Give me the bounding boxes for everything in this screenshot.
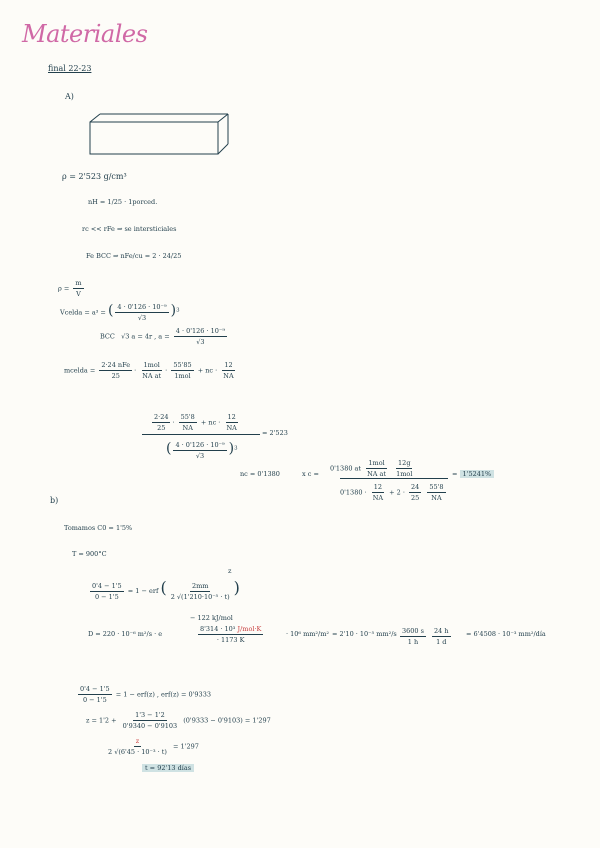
big-fraction-numerator: $\frac{2\cdot 24}{25}$ · $\frac{55'8}{NA}$ + nc · $\frac{12}{NA}$ (154, 413, 237, 432)
big-fraction-denominator: ( $\frac{\text{4 · 0'126 · 10⁻⁹}}{√3}$ )$^3$ (166, 440, 238, 460)
xc-numerator: 0'1380 at $\frac{\text{1mol}}{\text{NA at}}$ $\frac{12g}{\text{1mol}}$ (330, 459, 413, 478)
d-exponent-fraction: $\frac{\text{8'314 · 10³ J/mol·K}}{\cdot 1173 K}$ (200, 625, 262, 644)
mcelda-line: mcelda = $\frac{\text{2·24 nFe}}{25}$ · $\frac{\text{1mol}}{\text{NA at}}$ · $\frac{55'85}{\text{1mol}}$ + nc · $\frac{12}{NA}$ (64, 361, 234, 380)
cuboid-sketch (88, 110, 248, 160)
rho-definition: ρ = $\frac{m}{V}$ (58, 279, 82, 298)
d-coefficient-line: D = 220 · 10⁻⁶ m²/s · e (88, 630, 163, 638)
part-b-label: b) (50, 496, 59, 505)
xc-denominator: 0'1380 · $\frac{12}{NA}$ + 2 · $\frac{24}{25}$ $\frac{55'8}{NA}$ (340, 483, 444, 502)
erf-equation-1: $\frac{0'4 - 1'5}{0 - 1'5}$ = 1 − erf ( $\frac{2mm}{\text{2 √(1'210·10⁻⁵ · t)}}$ ) (92, 578, 240, 601)
fe-bcc-line: Fe BCC ⇒ nFe/cu = 2 · 24/25 (86, 252, 182, 260)
big-fraction-bar (142, 434, 260, 435)
rc-rfe-line: rc << rFe ⇒ se intersticiales (82, 225, 177, 233)
temperature-line: T = 900°C (72, 550, 107, 558)
z-final-equation: $\frac{z}{\text{2 √(6'45 · 10⁻³ · t)}}$ = 1'297 (108, 737, 199, 756)
bcc-relation: BCC √3 a = 4r , a = $\frac{\text{4 · 0'126 · 10⁻⁹}}{√3}$ (100, 327, 225, 346)
page-title: Materiales (22, 20, 148, 48)
part-a-label: A) (65, 92, 74, 101)
d-result: = 2'10 · 10⁻⁵ mm²/s (332, 630, 397, 638)
big-fraction-result: = 2'523 (262, 429, 288, 437)
z-interpolation: z = 1'2 + $\frac{1'3 - 1'2}{0'9340 - 0'9103}$ (0'9333 − 0'9103) = 1'297 (86, 711, 271, 730)
xc-result: = 1'5241% (452, 470, 494, 478)
d-conversion: · 10⁶ mm²/m² (286, 630, 329, 638)
t-result: t = 92'13 días (142, 764, 194, 772)
nc-value: nc = 0'1380 (240, 470, 280, 478)
erf-equation-2: $\frac{0'4 - 1'5}{0 - 1'5}$ = 1 − erf(z) , erf(z) = 0'9333 (80, 685, 211, 704)
vcelda-line: Vcelda = a³ = ( $\frac{\text{4 · 0'126 · 10⁻⁹}}{√3}$ )$^3$ (60, 302, 180, 322)
d-exponent-top: − 122 kJ/mol (190, 614, 233, 622)
d-final: = 6'4508 · 10⁻³ mm²/día (466, 630, 546, 638)
xc-lhs: x c = (302, 470, 319, 478)
nh-line: nH = 1/25 · 1porced. (88, 198, 158, 206)
exam-heading: final 22-23 (48, 64, 92, 73)
d-conversion-2: $\frac{3600 s}{1 h}$ $\frac{24 h}{1 d}$ (402, 627, 449, 646)
rho-line: ρ = 2'523 g/cm³ (62, 172, 127, 181)
erf-z-label: z (228, 567, 232, 575)
xc-fraction-bar (340, 478, 448, 479)
tomamos-line: Tomamos C0 = 1'5% (64, 524, 133, 532)
